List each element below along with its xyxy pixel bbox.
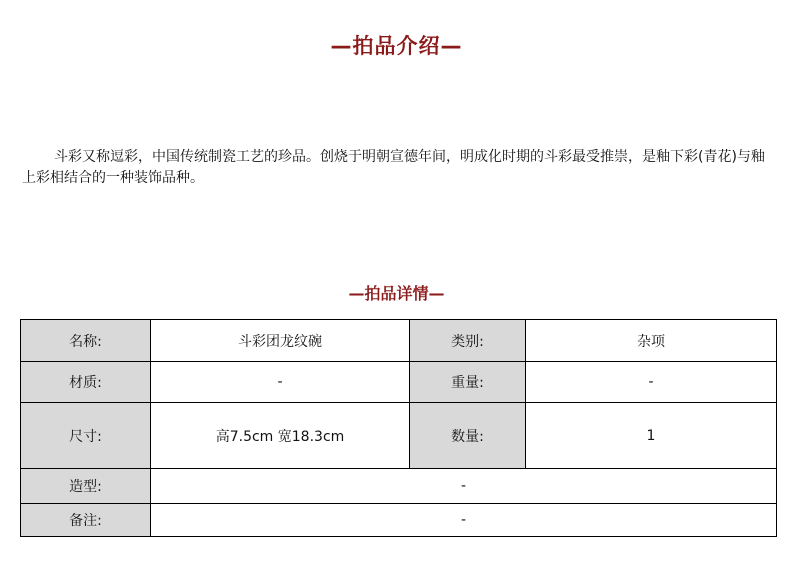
quantity-label: 数量:	[410, 403, 526, 469]
table-row	[21, 504, 777, 537]
table-row	[21, 320, 777, 362]
name-value: 斗彩团龙纹碗	[151, 320, 410, 362]
table-row	[21, 469, 777, 504]
weight-label: 重量:	[410, 362, 526, 403]
table-row	[21, 403, 777, 469]
intro-section-title: —拍品介绍—	[330, 34, 463, 58]
intro-description: 斗彩又称逗彩，中国传统制瓷工艺的珍品。创烧于明朝宣德年间，明成化时期的斗彩最受推崇，是釉下彩(青花)与釉上彩相结合的一种装饰品种。	[22, 149, 765, 186]
material-value: -	[151, 362, 410, 403]
details-section-title: —拍品详情—	[348, 284, 445, 303]
material-label: 材质:	[21, 362, 151, 403]
category-label: 类别:	[410, 320, 526, 362]
quantity-value: 1	[526, 403, 777, 469]
size-label: 尺寸:	[21, 403, 151, 469]
shape-label: 造型:	[21, 469, 151, 504]
remarks-label: 备注:	[21, 504, 151, 537]
remarks-value: -	[151, 504, 777, 537]
category-value: 杂项	[526, 320, 777, 362]
table-row	[21, 362, 777, 403]
weight-value: -	[526, 362, 777, 403]
details-table	[20, 319, 777, 537]
size-value: 高7.5cm 宽18.3cm	[151, 403, 410, 469]
shape-value: -	[151, 469, 777, 504]
name-label: 名称:	[21, 320, 151, 362]
